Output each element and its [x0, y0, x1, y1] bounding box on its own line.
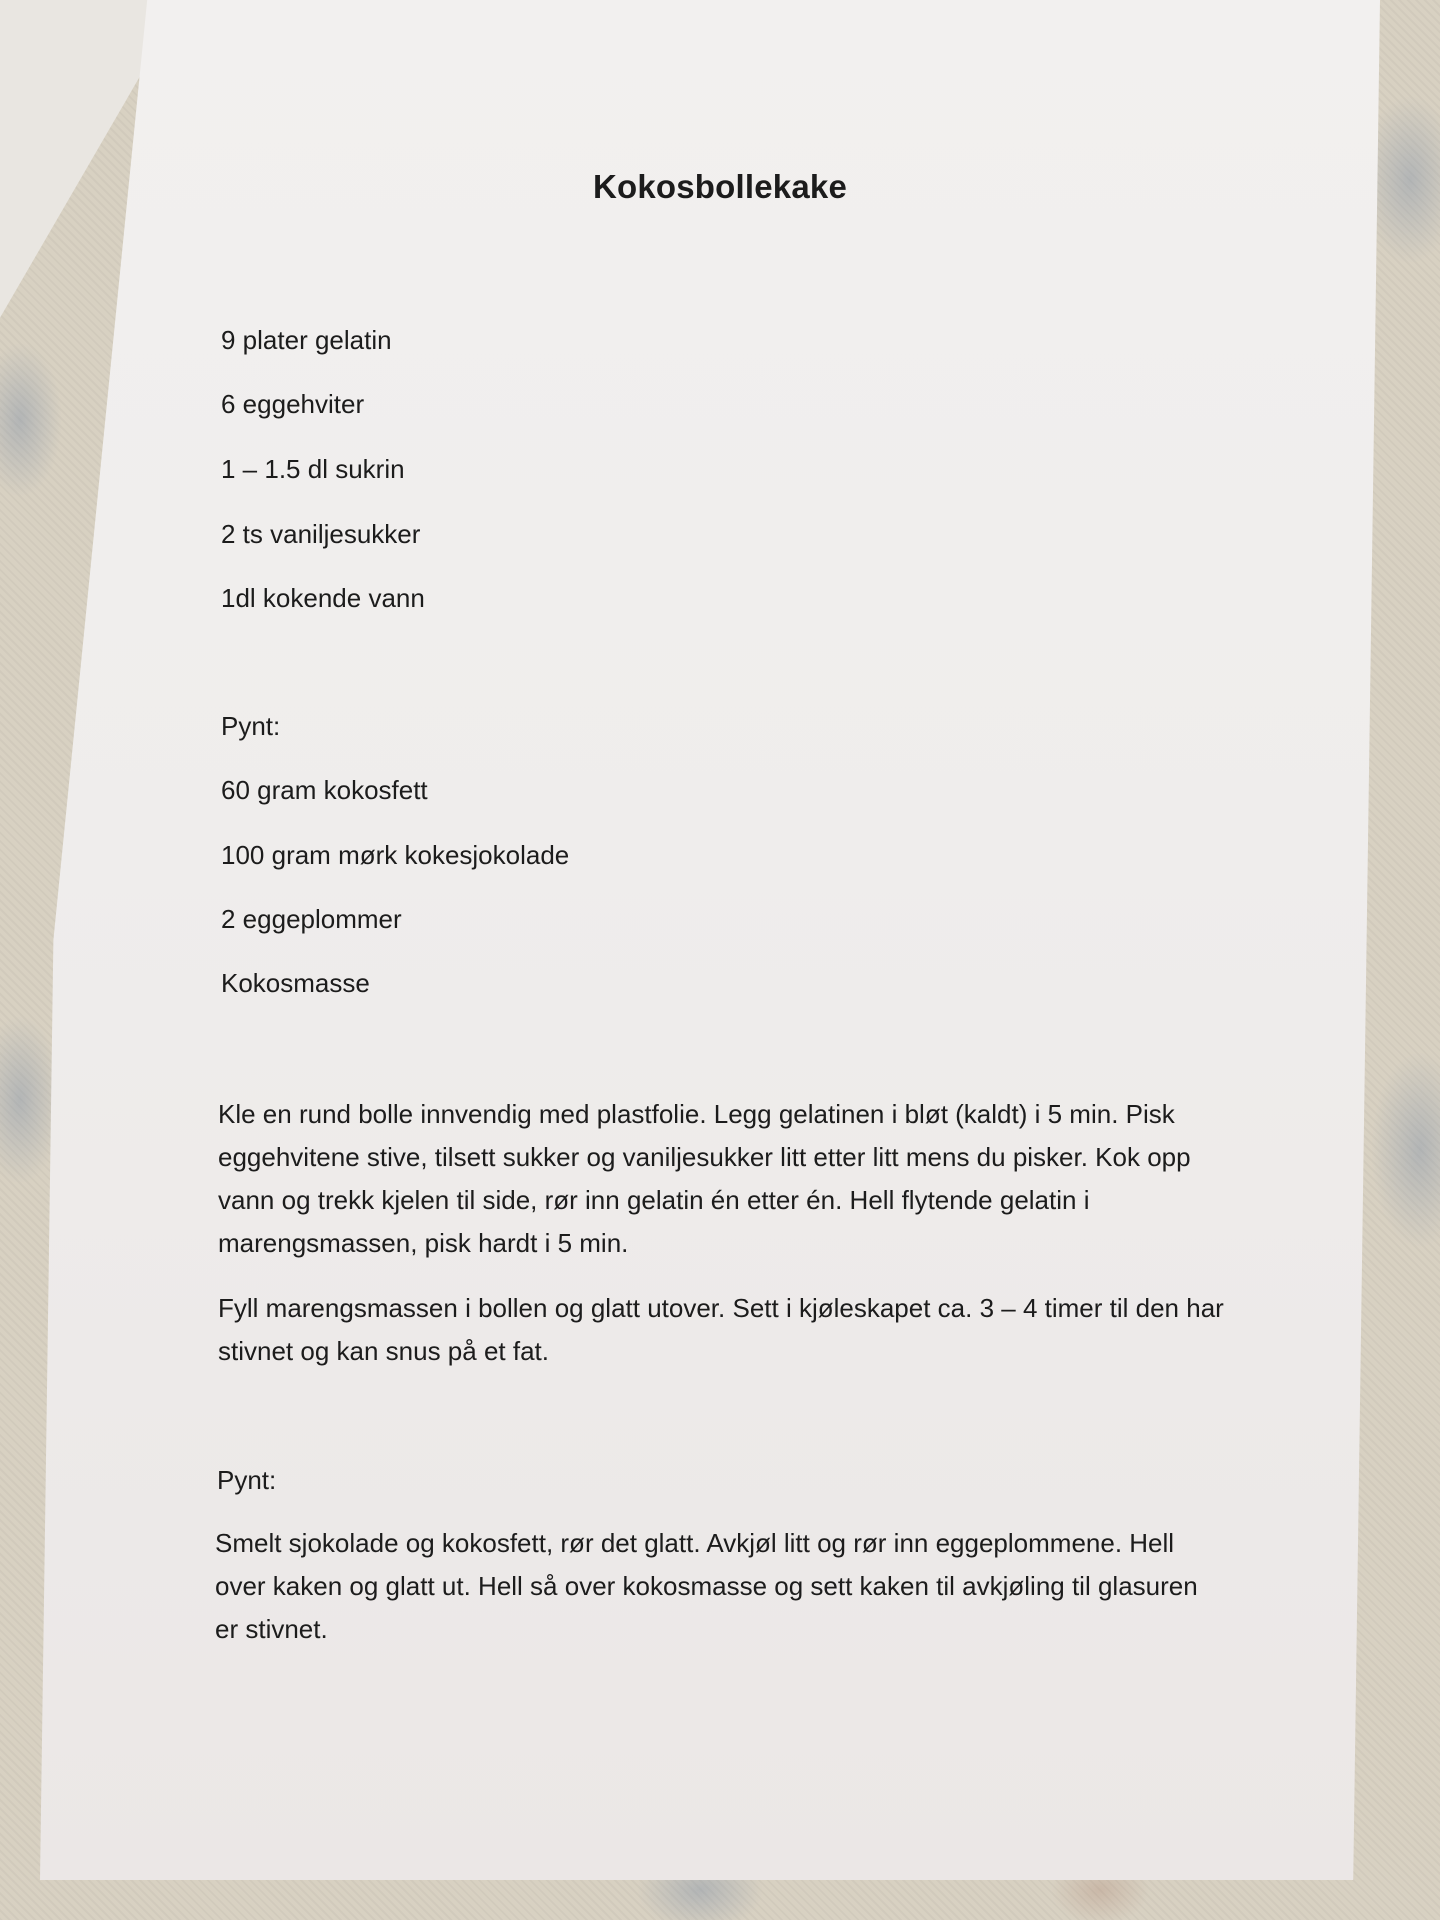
garnish-ingredient-item: 100 gram mørk kokesjokolade	[221, 840, 570, 870]
garnish-instructions-paragraph: Smelt sjokolade og kokosfett, rør det glatt. Avkjøl litt og rør inn eggeplommene. Hell over kaken og glatt ut. Hell så over kokosmasse og sett kaken til avkjøling til glasuren er stivnet.	[215, 1528, 1198, 1644]
ingredient-item: 6 eggehviter	[221, 389, 365, 419]
ingredient-item: 1dl kokende vann	[221, 583, 425, 613]
garnish-instructions-heading: Pynt:	[217, 1465, 277, 1495]
garnish-heading: Pynt:	[221, 711, 281, 741]
instruction-paragraph: Kle en rund bolle innvendig med plastfolie. Legg gelatinen i bløt (kaldt) i 5 min. Pisk eggehvitene stive, tilsett sukker og vaniljesukker litt etter litt mens du pisker. Kok opp vann og trekk kjelen til side, rør inn gelatin én etter én. Hell flytende gelatin i marengsmassen, pisk hardt i 5 min.	[218, 1099, 1191, 1258]
ingredient-item: 9 plater gelatin	[221, 325, 392, 355]
recipe-title: Kokosbollekake	[592, 168, 848, 205]
garnish-ingredient-item: 2 eggeplommer	[221, 904, 402, 934]
ingredient-item: 2 ts vaniljesukker	[221, 519, 421, 549]
ingredient-item: 1 – 1.5 dl sukrin	[221, 454, 405, 484]
instruction-paragraph: Fyll marengsmassen i bollen og glatt utover. Sett i kjøleskapet ca. 3 – 4 timer til den har stivnet og kan snus på et fat.	[218, 1293, 1224, 1366]
garnish-ingredient-item: 60 gram kokosfett	[221, 775, 428, 805]
garnish-ingredient-item: Kokosmasse	[221, 968, 370, 998]
